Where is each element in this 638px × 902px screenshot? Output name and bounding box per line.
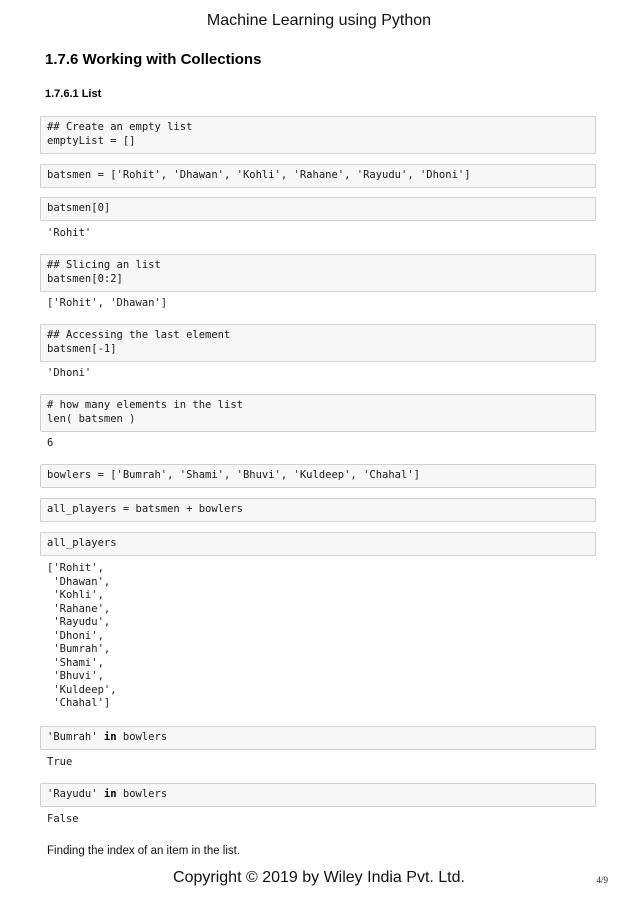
- code-line: batsmen = ['Rohit', 'Dhawan', 'Kohli', 'Rahane', 'Rayudu', 'Dhoni']: [47, 169, 471, 181]
- code-cell[interactable]: [40, 197, 596, 221]
- output-line: ['Rohit', 'Dhawan']: [47, 297, 168, 309]
- output-line: 'Dhawan',: [47, 575, 111, 588]
- code-cell[interactable]: [40, 254, 596, 292]
- cell-output: [47, 367, 91, 381]
- copyright-footer: Copyright © 2019 by Wiley India Pvt. Ltd.: [173, 869, 465, 886]
- output-line: 'Rahane',: [47, 602, 111, 615]
- code-line: [47, 788, 595, 802]
- code-line: ## Slicing an list: [47, 259, 161, 271]
- keyword-token: in: [103, 788, 117, 800]
- output-line: False: [47, 813, 79, 825]
- output-line: 'Dhoni': [47, 367, 92, 379]
- code-token: bowlers: [116, 788, 168, 800]
- output-line: 'Kuldeep',: [47, 683, 117, 696]
- code-cell[interactable]: [40, 726, 596, 750]
- output-line: 'Rohit': [47, 227, 92, 239]
- output-line: 'Kohli',: [47, 589, 104, 601]
- code-cell[interactable]: [40, 164, 596, 188]
- code-cell[interactable]: [40, 498, 596, 522]
- output-line: 'Bumrah',: [47, 643, 111, 655]
- code-cell[interactable]: [40, 394, 596, 432]
- code-token: 'Rayudu': [47, 788, 104, 800]
- code-line: ## Create an empty list: [47, 121, 193, 133]
- output-line: ['Rohit',: [47, 562, 104, 574]
- code-line: batsmen[-1]: [47, 342, 117, 355]
- cell-output: [47, 437, 53, 451]
- cell-output: [47, 227, 91, 241]
- cell-output: [47, 813, 79, 827]
- code-token: bowlers: [116, 731, 168, 743]
- output-line: 'Dhoni',: [47, 629, 104, 642]
- keyword-token: in: [103, 731, 117, 743]
- section-heading: 1.7.6 Working with Collections: [45, 51, 262, 68]
- code-cell[interactable]: [40, 532, 596, 556]
- code-token: 'Bumrah': [47, 731, 104, 743]
- output-line: 6: [47, 437, 54, 449]
- running-header: Machine Learning using Python: [206, 12, 432, 29]
- output-line: 'Chahal']: [47, 697, 111, 709]
- code-line: # how many elements in the list: [47, 399, 243, 411]
- code-line: ## Accessing the last element: [47, 329, 231, 341]
- page-number: 4/9: [596, 875, 608, 885]
- cell-output: [47, 297, 167, 311]
- output-line: 'Rayudu',: [47, 616, 111, 628]
- code-line: emptyList = []: [47, 134, 136, 147]
- code-line: len( batsmen ): [47, 412, 136, 425]
- cell-output: [47, 756, 72, 770]
- output-line: 'Shami',: [47, 656, 104, 669]
- body-paragraph: Finding the index of an item in the list.: [47, 845, 241, 857]
- subsection-heading: 1.7.6.1 List: [45, 88, 102, 100]
- output-line: True: [47, 756, 73, 768]
- code-cell[interactable]: [40, 116, 596, 154]
- code-line: all_players = batsmen + bowlers: [47, 503, 243, 515]
- code-cell[interactable]: [40, 783, 596, 807]
- code-cell[interactable]: [40, 324, 596, 362]
- output-line: 'Bhuvi',: [47, 670, 104, 682]
- code-line: [47, 731, 595, 745]
- code-line: batsmen[0:2]: [47, 272, 123, 285]
- cell-output: [47, 562, 117, 711]
- code-line: batsmen[0]: [47, 202, 111, 214]
- code-line: bowlers = ['Bumrah', 'Shami', 'Bhuvi', 'Kuldeep', 'Chahal']: [47, 469, 420, 481]
- code-line: all_players: [47, 537, 117, 549]
- code-cell[interactable]: [40, 464, 596, 488]
